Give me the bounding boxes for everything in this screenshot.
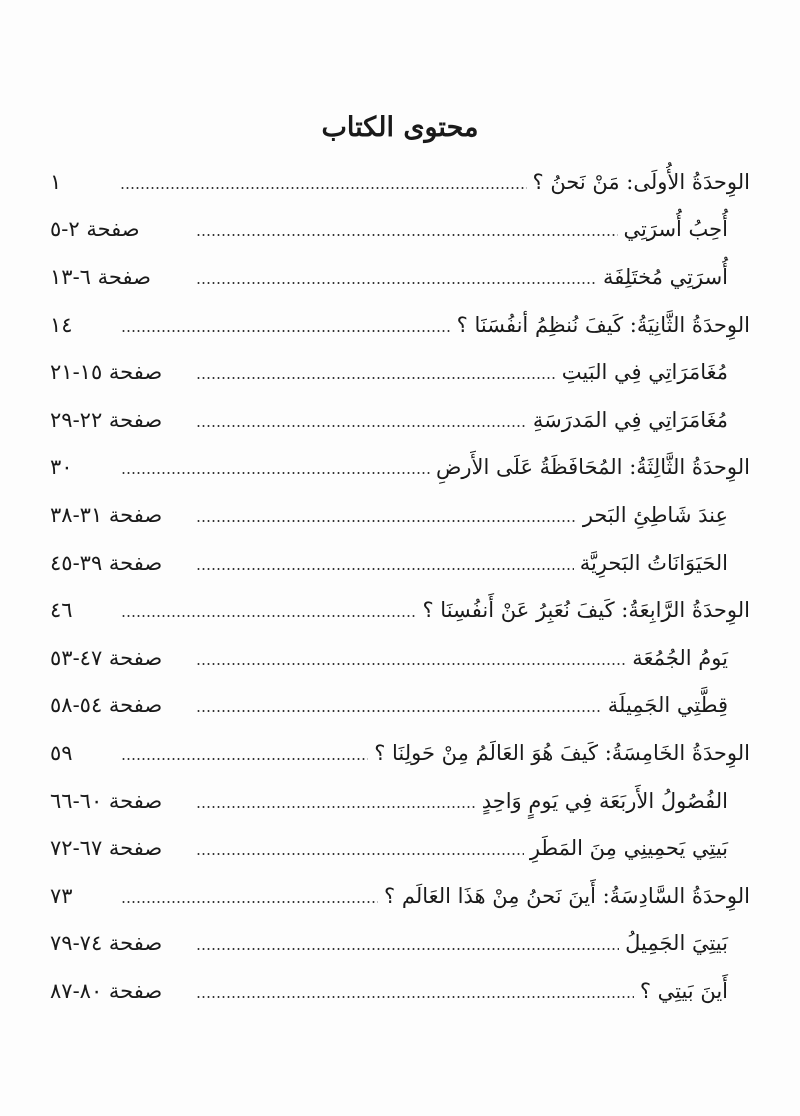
toc-lesson-entry [50, 539, 750, 587]
lesson-title: مُغَامَرَاتِي فِي البَيتِ [561, 360, 728, 385]
dot-leader [120, 187, 527, 189]
lesson-title: قِطَّتِي الجَمِيلَة [607, 693, 728, 718]
dot-leader [121, 758, 369, 760]
page-number: صفحة ٨٠-٨٧ [50, 978, 163, 1003]
unit-title: الوِحدَةُ السَّادِسَةُ: أَينَ نَحنُ مِنْ هَذَا العَالَم ؟ [384, 883, 750, 908]
page-number: صفحة ١٥-٢١ [50, 360, 163, 385]
dot-leader [121, 615, 417, 617]
page-number: صفحة ٦٧-٧٢ [50, 836, 163, 861]
unit-title: الوِحدَةُ الخَامِسَةُ: كَيفَ هُوَ العَالَمُ مِنْ حَولِنَا ؟ [374, 740, 750, 765]
lesson-title: أُسرَتِي مُختَلِفَة [602, 264, 728, 289]
toc-lesson-entry [50, 682, 750, 730]
dot-leader [196, 377, 556, 379]
toc-unit-entry [50, 729, 750, 777]
dot-leader [196, 996, 634, 998]
page-number: ١٤ [50, 312, 73, 337]
page-number: صفحة ٤٧-٥٣ [50, 645, 163, 670]
lesson-title: بَيتِيَ الجَمِيلُ [625, 931, 728, 956]
lesson-title: مُغَامَرَاتِي فِي المَدرَسَةِ [532, 407, 728, 432]
page-number: ٣٠ [50, 455, 73, 480]
lesson-title: أُحِبُ أُسرَتِي [623, 217, 728, 242]
dot-leader [121, 901, 378, 903]
page-number: صفحة ٦٠-٦٦ [50, 788, 163, 813]
dot-leader [196, 425, 527, 427]
page-number: صفحة ٥٤-٥٨ [50, 693, 163, 718]
page-number: صفحة ٢-٥ [50, 217, 140, 242]
dot-leader [196, 948, 619, 950]
dot-leader [121, 330, 451, 332]
dot-leader [196, 234, 618, 236]
toc-unit-entry [50, 444, 750, 492]
lesson-title: الفُصُولُ الأَربَعَة فِي يَومٍ وَاحِدٍ [481, 788, 728, 813]
toc-unit-entry [50, 872, 750, 920]
dot-leader [196, 806, 476, 808]
lesson-title: الحَيَوَانَاتُ البَحرِيَّة [579, 550, 728, 575]
toc-lesson-entry [50, 967, 750, 1015]
dot-leader [121, 472, 430, 474]
page-number: ٧٣ [50, 883, 73, 908]
page-number: صفحة ٢٢-٢٩ [50, 407, 163, 432]
toc-lesson-entry [50, 348, 750, 396]
toc-lesson-entry [50, 491, 750, 539]
page-title: محتوى الكتاب [321, 112, 479, 143]
toc-unit-entry [50, 586, 750, 634]
unit-title: الوِحدَةُ الرَّابِعَةُ: كَيفَ نُعَبِرُ عَنْ أَنفُسِنَا ؟ [422, 598, 750, 623]
dot-leader [196, 568, 574, 570]
page-number: ١ [50, 169, 62, 194]
toc-lesson-entry [50, 634, 750, 682]
unit-title: الوِحدَةُ الثَّالِثَةُ: المُحَافَظَةُ عَلَى الأَرضِ [435, 455, 750, 480]
page-number: صفحة ٣٩-٤٥ [50, 550, 163, 575]
dot-leader [196, 663, 626, 665]
toc-lesson-entry [50, 824, 750, 872]
page-number: ٤٦ [50, 598, 73, 623]
page-number: ٥٩ [50, 740, 73, 765]
dot-leader [196, 853, 524, 855]
lesson-title: عِندَ شَاطِئِ البَحر [582, 502, 728, 527]
page-number: صفحة ٣١-٣٨ [50, 502, 163, 527]
toc-lesson-entry [50, 253, 750, 301]
lesson-title: بَيتِي يَحمِينِي مِنَ المَطَرِ [529, 836, 728, 861]
dot-leader [196, 520, 577, 522]
table-of-contents [50, 158, 750, 1015]
toc-unit-entry [50, 158, 750, 206]
toc-lesson-entry [50, 920, 750, 968]
dot-leader [196, 282, 597, 284]
unit-title: الوِحدَةُ الثَّانِيَةُ: كَيفَ نُنظِمُ أنفُسَنَا ؟ [456, 312, 750, 337]
toc-lesson-entry [50, 777, 750, 825]
unit-title: الوِحدَةُ الأُولَى: مَنْ نَحنُ ؟ [532, 169, 750, 194]
toc-lesson-entry [50, 206, 750, 254]
toc-lesson-entry [50, 396, 750, 444]
dot-leader [196, 710, 602, 712]
lesson-title: أَينَ بَيتِي ؟ [639, 978, 728, 1003]
page-number: صفحة ٦-١٣ [50, 264, 151, 289]
toc-unit-entry [50, 301, 750, 349]
page-number: صفحة ٧٤-٧٩ [50, 931, 163, 956]
lesson-title: يَومُ الجُمُعَة [632, 645, 728, 670]
